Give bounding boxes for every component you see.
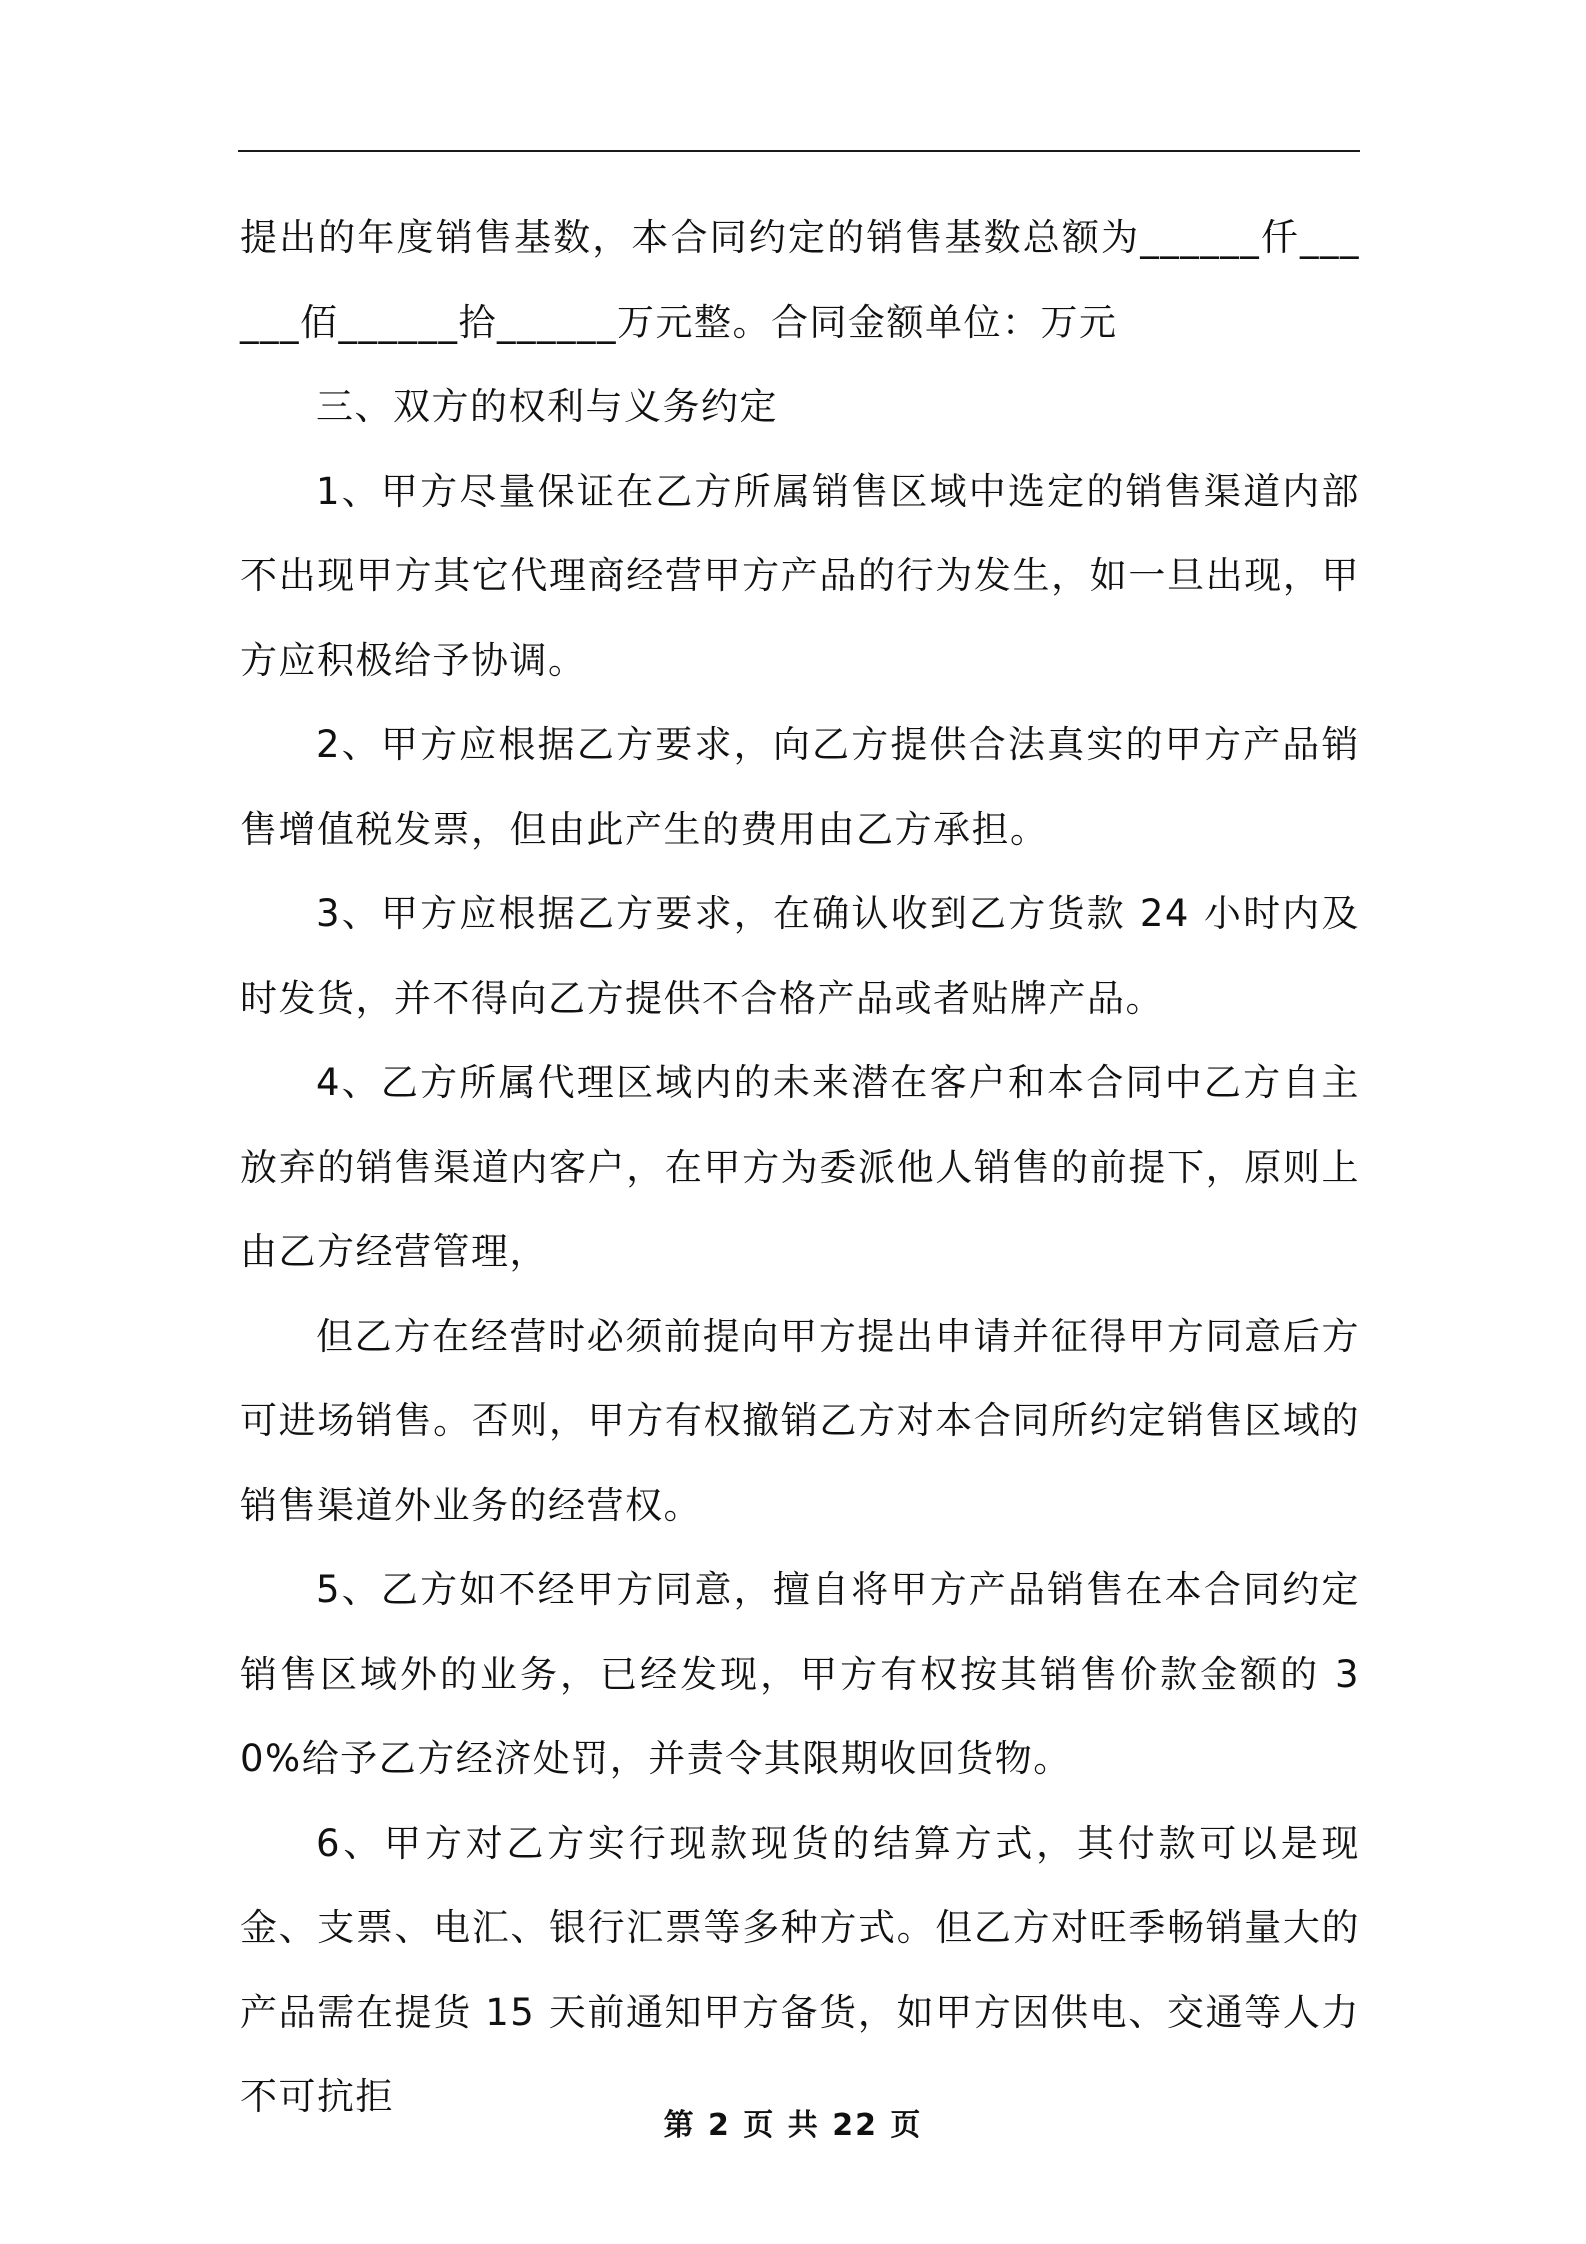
header-rule <box>238 150 1360 152</box>
clause-2: 2、甲方应根据乙方要求，向乙方提供合法真实的甲方产品销售增值税发票，但由此产生的费用由乙方承担。 <box>240 723 1360 851</box>
clause-5: 5、乙方如不经甲方同意，擅自将甲方产品销售在本合同约定销售区域外的业务，已经发现，甲方有权按其销售价款金额的 30%给予乙方经济处罚，并责令其限期收回货物。 <box>240 1568 1360 1780</box>
clause-6: 6、甲方对乙方实行现款现货的结算方式，其付款可以是现金、支票、电汇、银行汇票等多种方式。但乙方对旺季畅销量大的产品需在提货 15 天前通知甲方备货，如甲方因供电、交通等人力不可抗拒 <box>240 1821 1360 2118</box>
page-number-footer: 第 2 页 共 22 页 <box>663 2108 923 2143</box>
clause-1: 1、甲方尽量保证在乙方所属销售区域中选定的销售渠道内部不出现甲方其它代理商经营甲方产品的行为发生，如一旦出现，甲方应积极给予协调。 <box>240 469 1360 682</box>
clause-4: 4、乙方所属代理区域内的未来潜在客户和本合同中乙方自主放弃的销售渠道内客户，在甲方为委派他人销售的前提下，原则上由乙方经营管理， <box>240 1061 1360 1273</box>
section-heading-rights-obligations: 三、双方的权利与义务约定 <box>316 385 778 428</box>
clause-4-continued: 但乙方在经营时必须前提向甲方提出申请并征得甲方同意后方可进场销售。否则，甲方有权撤销乙方对本合同所约定销售区域的销售渠道外业务的经营权。 <box>240 1314 1360 1527</box>
clause-3: 3、甲方应根据乙方要求，在确认收到乙方货款 24 小时内及时发货，并不得向乙方提供不合格产品或者贴牌产品。 <box>240 892 1360 1020</box>
paragraph-sales-base: 提出的年度销售基数，本合同约定的销售基数总额为______仟______佰______拾______万元整。合同金额单位：万元 <box>240 216 1360 344</box>
document-body <box>240 196 1360 2140</box>
